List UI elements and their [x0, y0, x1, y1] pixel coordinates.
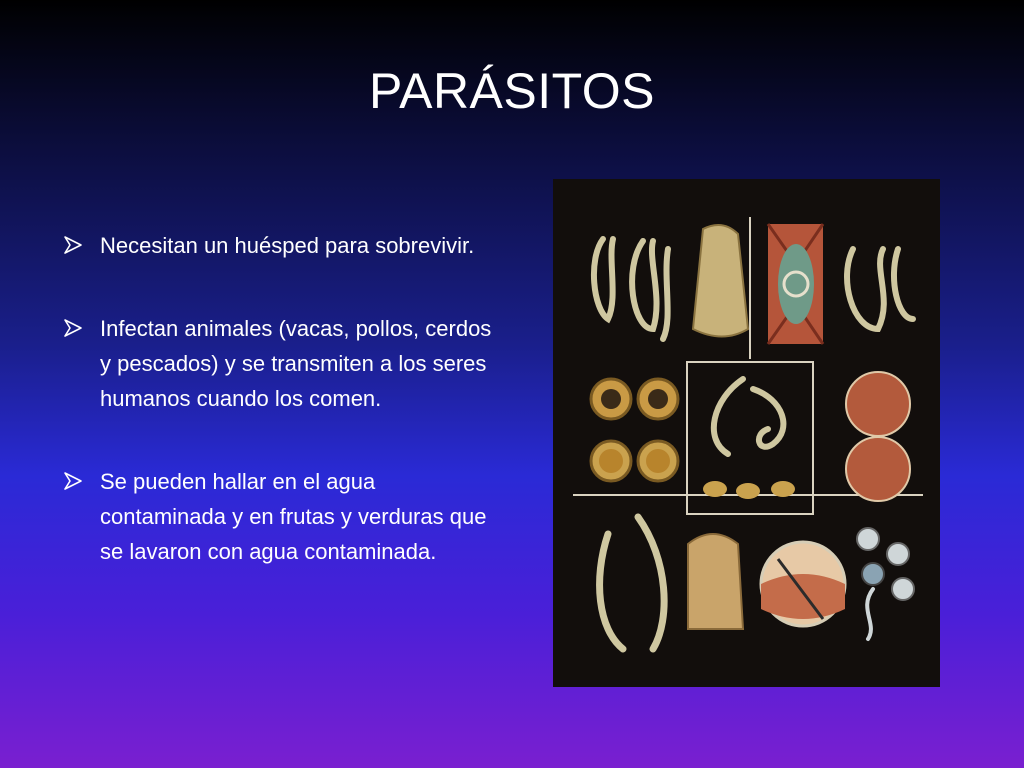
bullet-text: Necesitan un huésped para sobrevivir. — [100, 233, 475, 258]
arrow-bullet-icon — [62, 234, 84, 256]
parasite-illustration-panel — [553, 179, 940, 687]
bullet-item — [62, 311, 502, 416]
bullet-item — [62, 464, 502, 569]
arrow-bullet-icon — [62, 317, 84, 339]
bullet-text: Infectan animales (vacas, pollos, cerdos y pescados) y se transmiten a los seres humanos cuando los comen. — [100, 316, 492, 411]
parasite-illustration — [553, 179, 940, 687]
slide-title: PARÁSITOS — [368, 63, 656, 119]
bullet-text: Se pueden hallar en el agua contaminada y en frutas y verduras que se lavaron con agua contaminada. — [100, 469, 487, 564]
bullet-item — [62, 228, 502, 263]
arrow-bullet-icon — [62, 470, 84, 492]
bullet-list — [62, 228, 502, 569]
